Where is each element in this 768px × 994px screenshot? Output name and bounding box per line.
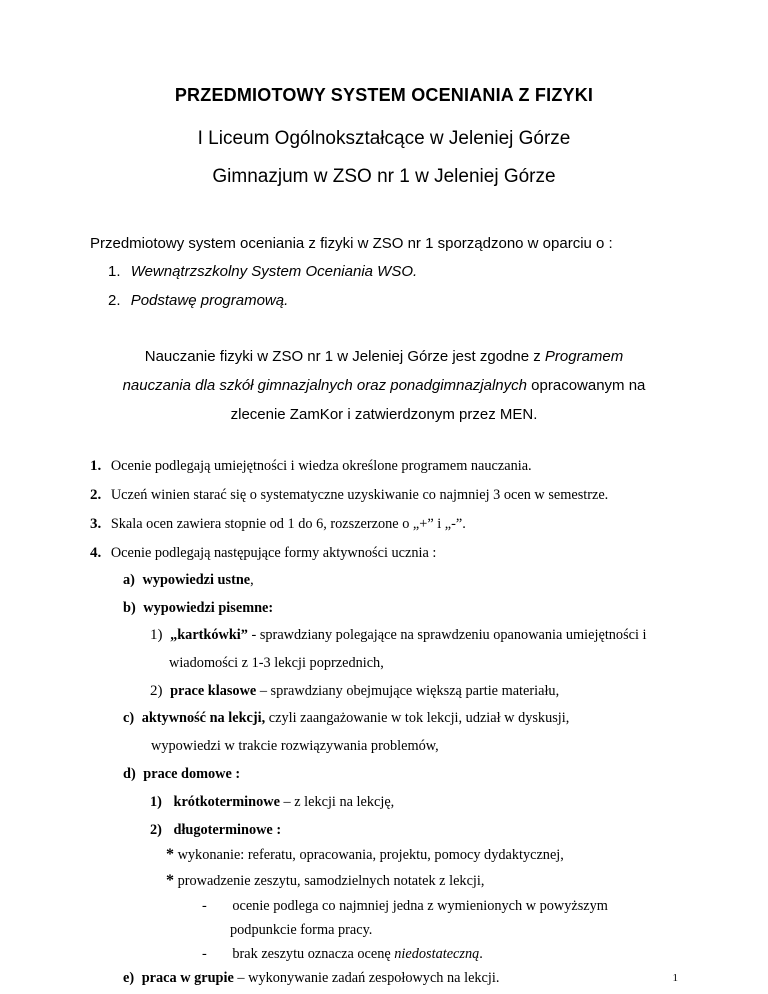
form-b2 xyxy=(150,683,559,700)
rule-number: 2. xyxy=(90,487,102,503)
form-label: d) xyxy=(123,766,136,782)
page-number: 1 xyxy=(672,972,678,984)
asterisk-mark: * xyxy=(166,846,174,863)
rule-number: 1. xyxy=(90,458,102,474)
rule-number: 3. xyxy=(90,516,102,532)
gymnasium-name: Gimnazjum w ZSO nr 1 w Jeleniej Górze xyxy=(212,166,556,187)
basis-item-text: Podstawę programową. xyxy=(130,292,289,309)
dash-item-1-cont: podpunkcie forma pracy. xyxy=(230,922,373,938)
teaching-text: Nauczanie fizyki w ZSO nr 1 w Jeleniej Górze jest zgodne z xyxy=(144,348,545,365)
form-text: . xyxy=(479,946,483,962)
dash-mark: - xyxy=(202,898,207,914)
form-d xyxy=(123,766,240,783)
form-text: wykonanie: referatu, opracowania, projektu, pomocy dydaktycznej, xyxy=(174,847,564,863)
subitem-label: 2) xyxy=(150,822,162,838)
intro-text: Przedmiotowy system oceniania z fizyki w ZSO nr 1 sporządzono w oparciu o : xyxy=(90,235,613,252)
form-d2b xyxy=(166,872,484,890)
dash-item-2 xyxy=(202,946,483,963)
subitem-label: 2) xyxy=(150,683,163,699)
rule-2 xyxy=(90,487,608,504)
program-name: Programem xyxy=(544,348,624,365)
form-text: - sprawdziany polegające na sprawdzeniu opanowania umiejętności i xyxy=(247,627,647,643)
teaching-line-2 xyxy=(0,377,768,394)
form-title: krótkoterminowe xyxy=(173,794,280,810)
subitem-label: 1) xyxy=(150,627,163,643)
form-d2 xyxy=(150,822,281,839)
asterisk-mark: * xyxy=(166,872,174,889)
form-title: praca w grupie xyxy=(141,970,234,986)
form-text: – wykonywanie zadań zespołowych na lekcji. xyxy=(233,970,500,986)
teaching-line-3: zlecenie ZamKor i zatwierdzonym przez MEN. xyxy=(230,406,538,423)
form-c xyxy=(123,710,569,727)
form-label: e) xyxy=(123,970,135,986)
basis-item-1 xyxy=(108,263,417,280)
form-label: c) xyxy=(123,710,135,726)
teaching-text: opracowanym na xyxy=(527,377,646,394)
form-text: – z lekcji na lekcję, xyxy=(279,794,395,810)
document-title: PRZEDMIOTOWY SYSTEM OCENIANIA Z FIZYKI xyxy=(174,85,594,105)
form-b1-cont: wiadomości z 1-3 lekcji poprzednich, xyxy=(169,655,384,671)
form-text: , xyxy=(250,572,254,588)
basis-item-number: 2. xyxy=(108,292,121,309)
dash-mark: - xyxy=(202,946,207,962)
form-title: aktywność na lekcji, xyxy=(141,710,266,726)
form-title: wypowiedzi pisemne: xyxy=(143,600,274,616)
form-label: a) xyxy=(123,572,135,588)
basis-item-number: 1. xyxy=(108,263,121,280)
rule-number: 4. xyxy=(90,545,102,561)
rule-text: Skala ocen zawiera stopnie od 1 do 6, rozszerzone o „+” i „-”. xyxy=(110,516,466,532)
form-c-cont: wypowiedzi w trakcie rozwiązywania problemów, xyxy=(151,738,439,754)
teaching-line-1 xyxy=(0,348,768,365)
form-text: – sprawdziany obejmujące większą partie materiału, xyxy=(256,683,560,699)
form-d2a xyxy=(166,846,564,864)
grade-name: niedostateczną xyxy=(394,946,480,962)
form-d1 xyxy=(150,794,394,811)
rule-3 xyxy=(90,516,466,533)
form-title: „kartkówki” xyxy=(170,627,248,643)
form-title: prace klasowe xyxy=(170,683,257,699)
program-name-cont: nauczania dla szkół gimnazjalnych oraz ponadgimnazjalnych xyxy=(122,377,527,394)
school-name: I Liceum Ogólnokształcące w Jeleniej Górze xyxy=(197,128,571,149)
form-title: wypowiedzi ustne xyxy=(142,572,251,588)
rule-1 xyxy=(90,458,532,475)
form-e xyxy=(123,970,499,987)
form-text: ocenie podlega co najmniej jedna z wymienionych w powyższym xyxy=(232,898,608,914)
basis-item-text: Wewnątrzszkolny System Oceniania WSO. xyxy=(130,263,418,280)
form-label: b) xyxy=(123,600,136,616)
form-text: brak zeszytu oznacza ocenę xyxy=(232,946,395,962)
rule-text: Uczeń winien starać się o systematyczne uzyskiwanie co najmniej 3 ocen w semestrze. xyxy=(110,487,609,503)
basis-item-2 xyxy=(108,292,288,309)
form-text: prowadzenie zeszytu, samodzielnych notatek z lekcji, xyxy=(174,873,485,889)
rule-text: Ocenie podlegają umiejętności i wiedza określone programem nauczania. xyxy=(110,458,532,474)
form-b xyxy=(123,600,273,617)
form-text: czyli zaangażowanie w tok lekcji, udział w dyskusji, xyxy=(265,710,570,726)
form-a xyxy=(123,572,254,589)
rule-text: Ocenie podlegają następujące formy aktywności ucznia : xyxy=(110,545,437,561)
form-b1 xyxy=(150,627,647,644)
rule-4 xyxy=(90,545,436,562)
subitem-label: 1) xyxy=(150,794,162,810)
form-title: długoterminowe : xyxy=(173,822,282,838)
form-title: prace domowe : xyxy=(143,766,241,782)
dash-item-1 xyxy=(202,898,608,915)
